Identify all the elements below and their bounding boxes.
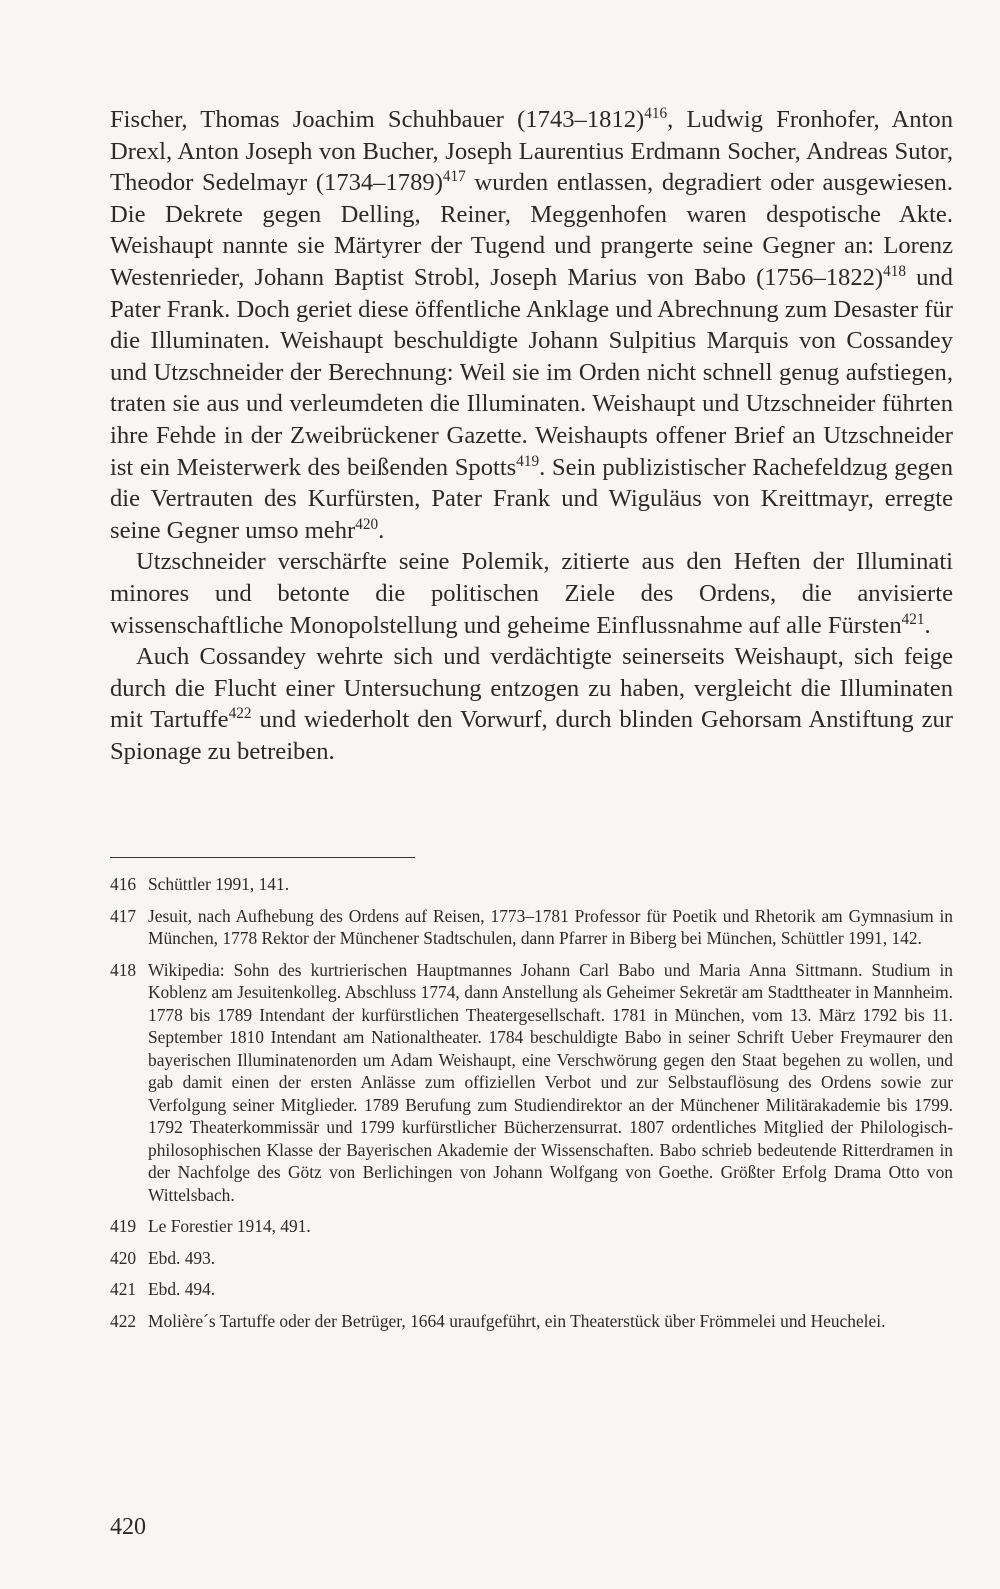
footnote-ref: 420 xyxy=(355,515,379,533)
footnote-number: 421 xyxy=(110,1279,137,1299)
footnote-421 xyxy=(110,1278,953,1301)
footnote-number: 419 xyxy=(110,1216,137,1236)
footnote-text: Jesuit, nach Aufhebung des Ordens auf Reisen, 1773–1781 Professor für Poetik und Rhetorik am Gymnasium in München, 1778 Rektor der Münchener Stadtschulen, dann Pfarrer in Biberg bei München, Schüttler 1991, 142. xyxy=(148,905,953,948)
main-text xyxy=(110,104,953,767)
text-run: . Sein publizistischer Rachefeldzug gegen die Vertrauten des Kurfürsten, Pater Frank und Wiguläus von Kreittmayr, erregte seine Gegner umso mehr xyxy=(110,453,953,544)
footnotes xyxy=(110,873,953,1341)
footnote-418 xyxy=(110,959,953,1207)
footnote-416 xyxy=(110,873,953,896)
footnote-ref: 416 xyxy=(644,104,668,122)
paragraph-1 xyxy=(110,104,953,546)
paragraph-3 xyxy=(110,641,953,767)
footnote-separator xyxy=(110,857,415,858)
footnote-text: Schüttler 1991, 141. xyxy=(148,874,290,894)
footnote-text: Wikipedia: Sohn des kurtrierischen Hauptmannes Johann Carl Babo und Maria Anna Sittmann. Studium in Koblenz am Jesuitenkolleg. Abschluss 1774, dann Anstellung als Geheimer Sekretär am Stadttheater in Mannheim. 1778 bis 1789 Intendant der kurfürstlichen Theatergesellschaft. 1781 in München, vom 13. März 1792 bis 11. September 1810 Intendant am Nationaltheater. 1784 beschuldigte Babo in seiner Schrift Ueber Freymaurer den bayerischen Illuminatenorden um Adam Weishaupt, eine Verschwörung gegen den Staat begehen zu wollen, und gab damit einen der ersten Anlässe zum offiziellen Verbot und zur Selbstauflösung des Ordens sowie zur Verfolgung seiner Mitglieder. 1789 Berufung zum Studiendirektor an der Münchener Militärakademie bis 1799. 1792 Theaterkommissär und 1799 kurfürstlicher Bücherzensurrat. 1807 ordentliches Mitglied der Philologisch-philosophischen Klasse der Bayerischen Akademie der Wissenschaften. Babo schrieb bedeutende Ritterdramen in der Nachfolge des Götz von Berlichingen von Johann Wolfgang von Goethe. Größter Erfolg Drama Otto von Wittelsbach. xyxy=(148,959,953,1205)
footnote-ref: 421 xyxy=(901,610,925,628)
text-run: , Ludwig Fronhofer, Anton Drexl, Anton Joseph von Bucher, Joseph Laurentius Erdmann Socher, Andreas Sutor, Theodor Sedelmayr (1734–1789) xyxy=(110,106,954,197)
footnote-ref: 417 xyxy=(442,168,466,185)
footnote-420 xyxy=(110,1247,953,1270)
text-run: wurden entlassen, degradiert oder ausgewiesen. Die Dekrete gegen Delling, Reiner, Meggenhofen waren despotische Akte. Weishaupt nannte sie Märtyrer der Tugend und prangerte seine Gegner an: Lorenz Westenrieder, Johann Baptist Strobl, Joseph Marius von Babo (1756–1822) xyxy=(110,169,953,291)
footnote-419 xyxy=(110,1215,953,1238)
footnote-text: Le Forestier 1914, 491. xyxy=(148,1216,311,1236)
footnote-number: 420 xyxy=(110,1247,137,1268)
footnote-number: 422 xyxy=(110,1310,137,1331)
text-run: und wiederholt den Vorwurf, durch blinden Gehorsam Anstiftung zur Spionage zu betreiben. xyxy=(110,706,953,765)
footnote-ref: 419 xyxy=(516,452,540,470)
footnote-text: Ebd. 494. xyxy=(148,1279,216,1299)
footnote-422 xyxy=(110,1310,953,1333)
footnote-text: Ebd. 493. xyxy=(148,1247,216,1268)
footnote-ref: 422 xyxy=(228,705,252,723)
page-number: 420 xyxy=(110,1514,146,1540)
footnote-number: 416 xyxy=(110,874,137,894)
footnote-number: 418 xyxy=(110,959,137,980)
text-run: . xyxy=(924,611,931,639)
footnote-417 xyxy=(110,905,953,950)
paragraph-2 xyxy=(110,546,953,641)
footnote-text: Molière´s Tartuffe oder der Betrüger, 1664 uraufgeführt, ein Theaterstück über Frömmelei und Heuchelei. xyxy=(148,1310,886,1331)
footnote-number: 417 xyxy=(110,905,137,926)
text-run: Fischer, Thomas Joachim Schuhbauer (1743–1812) xyxy=(110,106,645,133)
text-run: Utzschneider verschärfte seine Polemik, zitierte aus den Heften der Illuminati minores und betonte die politischen Ziele des Ordens, die anvisierte wissenschaftliche Monopolstellung und geheime Einflussnahme auf alle Fürsten xyxy=(110,548,953,639)
text-run: und Pater Frank. Doch geriet diese öffentliche Anklage und Abrechnung zum Desaster für die Illuminaten. Weishaupt beschuldigte Johann Sulpitius Marquis von Cossandey und Utzschneider der Berechnung: Weil sie im Orden nicht schnell genug aufstiegen, traten sie aus und verleumdeten die Illuminaten. Weishaupt und Utzschneider führten ihre Fehde in der Zweibrückener Gazette. Weishaupts offener Brief an Utzschneider ist ein Meisterwerk des beißenden Spotts xyxy=(110,263,953,481)
footnote-ref: 418 xyxy=(883,262,906,280)
text-run: Auch Cossandey wehrte sich und verdächtigte seinerseits Weishaupt, sich feige durch die Flucht einer Untersuchung entzogen zu haben, vergleicht die Illuminaten mit Tartuffe xyxy=(110,643,953,734)
text-run: . xyxy=(378,516,385,544)
